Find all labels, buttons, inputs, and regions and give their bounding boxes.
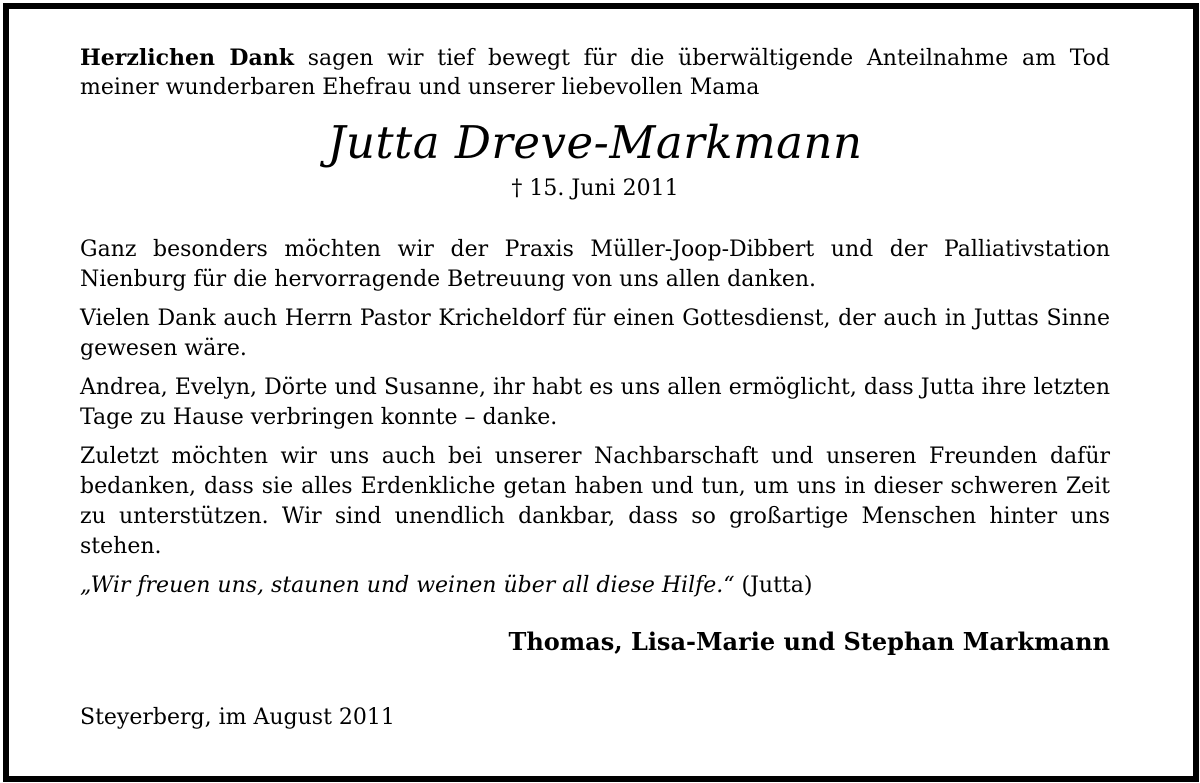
death-date: † 15. Juni 2011	[511, 176, 679, 201]
quote-text: „Wir freuen uns, staunen und weinen über all diese Hilfe.“	[80, 573, 735, 598]
paragraph-3: Andrea, Evelyn, Dörte und Susanne, ihr habt es uns allen ermöglicht, dass Jutta ihre letzten Tage zu Hause verbringen konnte – danke.	[80, 375, 1110, 430]
quote	[80, 571, 1110, 601]
quote-author: (Jutta)	[734, 573, 813, 598]
paragraph-2: Vielen Dank auch Herrn Pastor Kricheldorf für einen Gottesdienst, der auch in Juttas Sinne gewesen wäre.	[80, 306, 1110, 361]
intro-rest: sagen wir tief bewegt für die überwältigende Anteilnahme am Tod meiner wunderbaren Ehefrau und unserer liebevollen Mama	[80, 46, 1110, 100]
deceased-name: Jutta Dreve-Markmann	[327, 116, 863, 169]
signature: Thomas, Lisa-Marie und Stephan Markmann	[508, 627, 1110, 656]
place-date: Steyerberg, im August 2011	[80, 705, 395, 730]
notice-content	[80, 44, 1110, 658]
intro-bold: Herzlichen Dank	[80, 45, 294, 71]
paragraph-4: Zuletzt möchten wir uns auch bei unserer Nachbarschaft und unseren Freunden dafür bedanken, dass sie alles Erdenkliche getan haben und tun, um uns in dieser schweren Zeit zu unterstützen. Wir sind unendlich dankbar, dass so großartige Menschen hinter uns stehen.	[80, 444, 1110, 559]
intro-text	[80, 44, 1110, 102]
paragraph-1: Ganz besonders möchten wir der Praxis Müller-Joop-Dibbert und der Palliativstation Nienburg für die hervorragende Betreuung von uns allen danken.	[80, 237, 1110, 292]
